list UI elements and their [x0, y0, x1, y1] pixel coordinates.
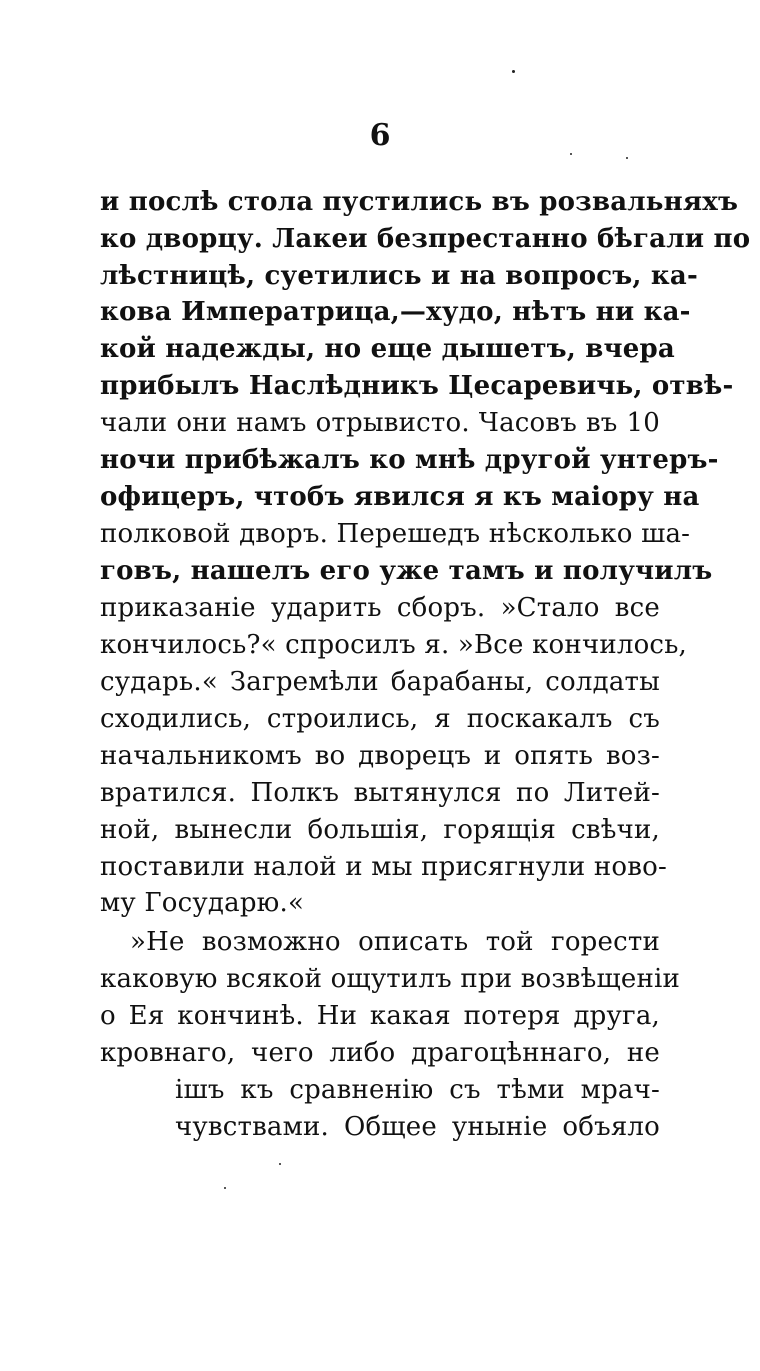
- text-line: ной, вынесли большія, горящія свѣчи,: [100, 815, 660, 845]
- text-line: говъ, нашелъ его уже тамъ и получилъ: [100, 556, 713, 586]
- text-line: »Не возможно описать той горести: [130, 927, 660, 957]
- text-line: полковой дворъ. Перешедъ нѣсколько ша-: [100, 519, 691, 549]
- text-line: начальникомъ во дворецъ и опять воз-: [100, 741, 660, 771]
- text-line: поставили налой и мы присягнули ново-: [100, 852, 667, 882]
- text-line: сударь.« Загремѣли барабаны, солдаты: [100, 667, 660, 697]
- text-line: ко дворцу. Лакеи безпрестанно бѣгали по: [100, 224, 751, 254]
- scan-speck: [570, 153, 572, 155]
- text-line: чали они намъ отрывисто. Часовъ въ 10: [100, 408, 660, 438]
- text-line: каковую всякой ощутилъ при возвѣщеніи: [100, 964, 681, 994]
- text-line: ночи прибѣжалъ ко мнѣ другой унтеръ-: [100, 445, 719, 475]
- text-line: и послѣ стола пустились въ розвальняхъ: [100, 187, 739, 217]
- page-number: 6: [369, 118, 391, 153]
- text-line: кова Императрица,—худо, нѣтъ ни ка-: [100, 297, 691, 327]
- text-line: вратился. Полкъ вытянулся по Литей-: [100, 778, 660, 808]
- text-line: о Ея кончинѣ. Ни какая потеря друга,: [100, 1001, 660, 1031]
- text-line: приказаніе ударить сборъ. »Стало все: [100, 593, 660, 623]
- text-line: лѣстницѣ, суетились и на вопросъ, ка-: [100, 261, 698, 291]
- text-line: прибылъ Наслѣдникъ Цесаревичь, отвѣ-: [100, 371, 734, 401]
- text-line: кончилось?« спросилъ я. »Все кончилось,: [100, 630, 688, 660]
- scan-speck: [512, 70, 515, 73]
- text-line: му Государю.«: [100, 888, 305, 918]
- text-line: чувствами. Общее уныніе объяло: [175, 1112, 660, 1142]
- text-line: ішъ къ сравненію съ тѣми мрач-: [175, 1075, 660, 1105]
- scan-speck: [224, 1187, 226, 1189]
- text-line: кой надежды, но еще дышетъ, вчера: [100, 334, 675, 364]
- text-line: кровнаго, чего либо драгоцѣннаго, не: [100, 1038, 660, 1068]
- text-line: офицеръ, чтобъ явился я къ маіору на: [100, 482, 700, 512]
- scan-speck: [279, 1163, 281, 1165]
- text-line: сходились, строились, я поскакалъ съ: [100, 704, 660, 734]
- scan-speck: [626, 157, 628, 159]
